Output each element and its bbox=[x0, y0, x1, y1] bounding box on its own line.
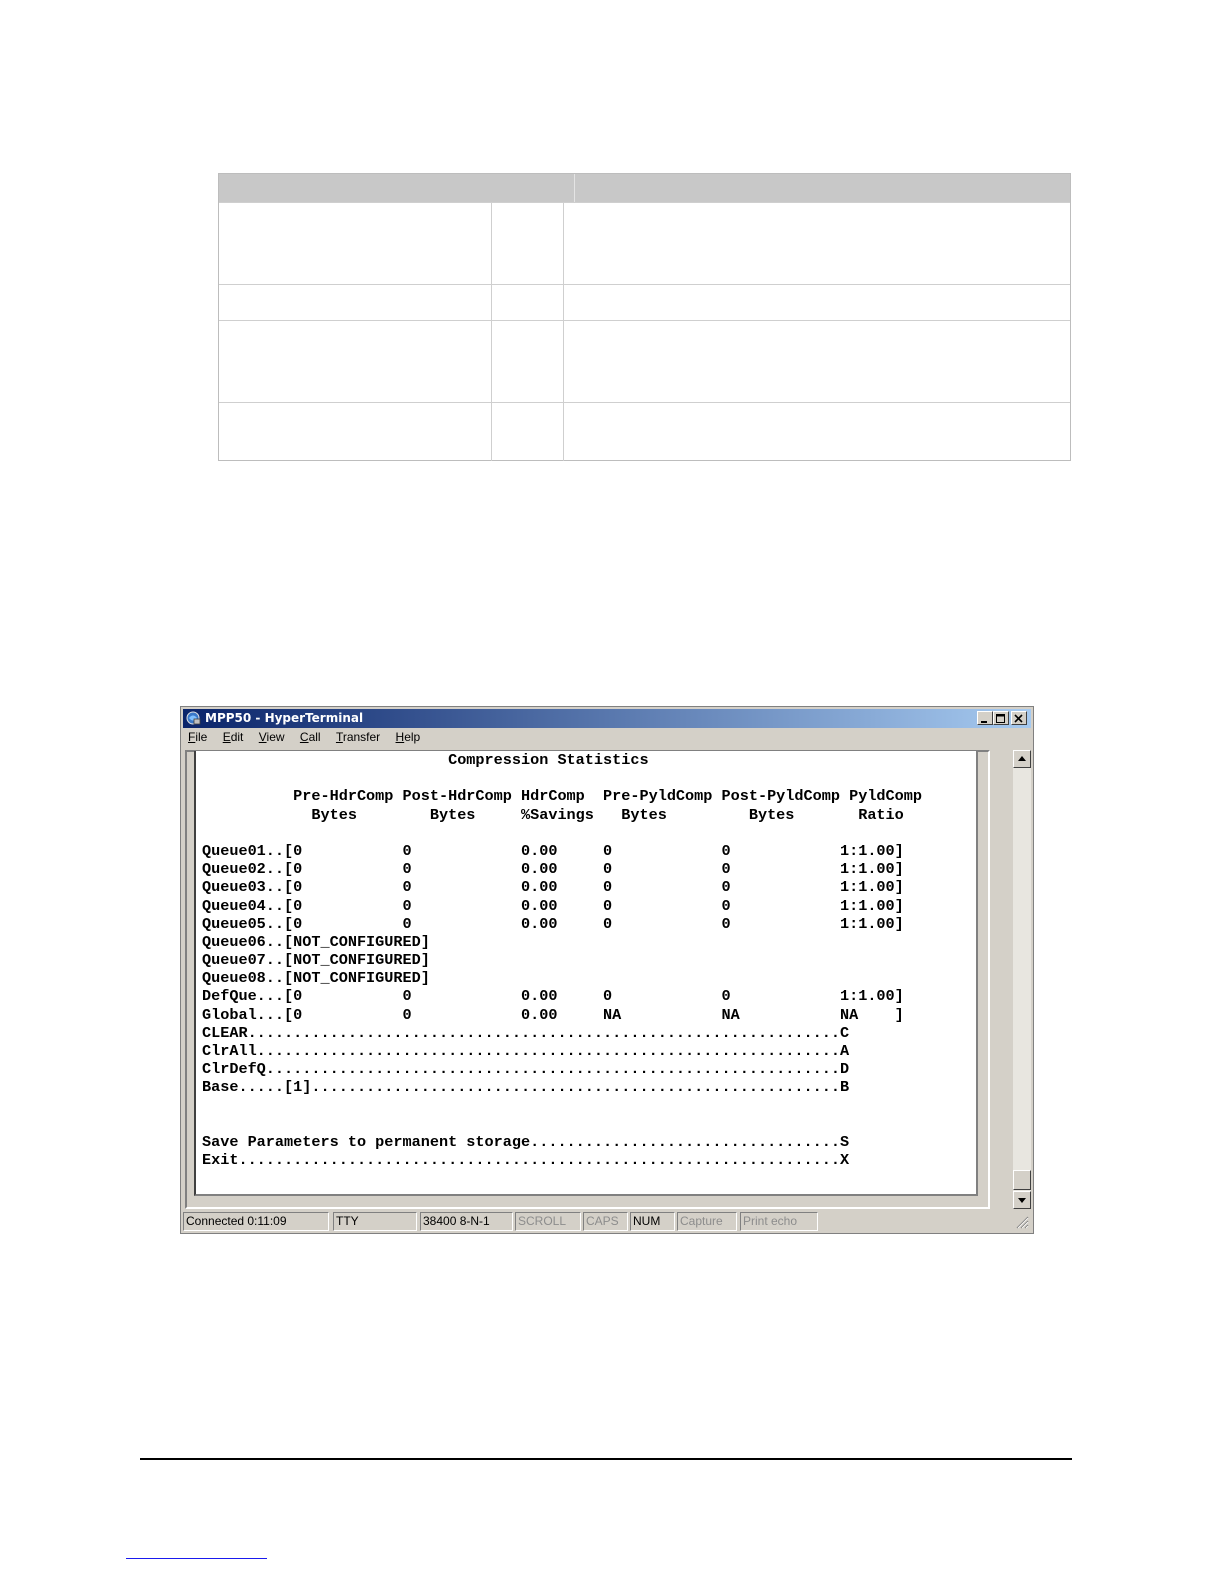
terminal-line: Queue01..[0 0 0.00 0 0 1:1.00] bbox=[202, 841, 904, 860]
table-header-divider bbox=[574, 174, 575, 202]
scroll-down-arrow-icon bbox=[1014, 1192, 1030, 1208]
terminal-line: Bytes Bytes %Savings Bytes Bytes Ratio bbox=[202, 805, 904, 824]
terminal-line: Compression Statistics bbox=[202, 751, 649, 769]
table-column-divider bbox=[563, 202, 564, 461]
terminal-text bbox=[202, 751, 922, 1169]
footer-link-underline bbox=[126, 1558, 267, 1559]
terminal-line: ClrDefQ...............................................................D bbox=[202, 1060, 850, 1079]
footer-rule bbox=[140, 1458, 1072, 1460]
hyperterminal-app-icon bbox=[186, 711, 201, 726]
scroll-up-button[interactable] bbox=[1013, 750, 1031, 768]
terminal-line: Queue07..[NOT_CONFIGURED] bbox=[202, 951, 430, 970]
terminal-line: Queue05..[0 0 0.00 0 0 1:1.00] bbox=[202, 914, 904, 933]
terminal-line: Base.....[1]..........................................................B bbox=[202, 1078, 850, 1097]
terminal-line: Queue04..[0 0 0.00 0 0 1:1.00] bbox=[202, 896, 904, 915]
status-emulation: TTY bbox=[333, 1212, 417, 1231]
table-row bbox=[219, 320, 1070, 402]
document-table bbox=[218, 173, 1071, 461]
menu-call[interactable]: Call bbox=[299, 730, 321, 744]
status-caps: CAPS bbox=[583, 1212, 628, 1231]
status-connected: Connected 0:11:09 bbox=[183, 1212, 329, 1231]
terminal-line: Exit..................................................................X bbox=[202, 1151, 850, 1170]
status-port-settings: 38400 8-N-1 bbox=[420, 1212, 513, 1231]
menu-bar bbox=[183, 730, 427, 748]
close-button[interactable] bbox=[1011, 711, 1027, 725]
status-print-echo: Print echo bbox=[740, 1212, 818, 1231]
resize-grip-icon[interactable] bbox=[1015, 1215, 1029, 1229]
scroll-down-button[interactable] bbox=[1013, 1191, 1031, 1209]
terminal-line: Queue03..[0 0 0.00 0 0 1:1.00] bbox=[202, 878, 904, 897]
table-row bbox=[219, 402, 1070, 461]
status-scroll: SCROLL bbox=[515, 1212, 581, 1231]
menu-file[interactable]: File bbox=[188, 730, 208, 744]
terminal-screen[interactable] bbox=[194, 751, 978, 1196]
terminal-line bbox=[202, 1097, 922, 1115]
maximize-button[interactable] bbox=[993, 711, 1009, 725]
status-num: NUM bbox=[630, 1212, 675, 1231]
terminal-line: Queue02..[0 0 0.00 0 0 1:1.00] bbox=[202, 860, 904, 879]
window-title: MPP50 - HyperTerminal bbox=[205, 711, 364, 725]
terminal-line: Pre-HdrComp Post-HdrComp HdrComp Pre-PyldComp Post-PyldComp PyldComp bbox=[202, 787, 923, 806]
terminal-line: Global...[0 0 0.00 NA NA NA ] bbox=[202, 1005, 904, 1024]
scroll-up-arrow-icon bbox=[1014, 751, 1030, 767]
menu-help[interactable]: Help bbox=[395, 730, 421, 744]
terminal-line: Queue06..[NOT_CONFIGURED] bbox=[202, 932, 430, 951]
title-bar[interactable] bbox=[183, 709, 1031, 728]
terminal-line: ClrAll................................................................A bbox=[202, 1042, 850, 1060]
table-row bbox=[219, 284, 1070, 320]
terminal-line: CLEAR.................................................................C bbox=[202, 1023, 850, 1042]
table-header-row bbox=[219, 174, 1070, 202]
terminal-line bbox=[202, 824, 922, 842]
hyperterminal-window bbox=[180, 706, 1034, 1234]
status-capture: Capture bbox=[677, 1212, 737, 1231]
minimize-button[interactable] bbox=[977, 711, 993, 725]
terminal-line: Queue08..[NOT_CONFIGURED] bbox=[202, 969, 430, 988]
terminal-line bbox=[202, 769, 922, 787]
terminal-line bbox=[202, 1115, 922, 1133]
menu-edit[interactable]: Edit bbox=[222, 730, 244, 744]
table-row bbox=[219, 202, 1070, 284]
table-column-divider bbox=[491, 202, 492, 461]
terminal-line: DefQue...[0 0 0.00 0 0 1:1.00] bbox=[202, 987, 904, 1006]
scroll-thumb[interactable] bbox=[1013, 1170, 1031, 1190]
terminal-line: Save Parameters to permanent storage..................................S bbox=[202, 1132, 850, 1151]
minimize-icon bbox=[978, 713, 992, 725]
close-icon bbox=[1012, 713, 1026, 725]
vertical-scrollbar[interactable] bbox=[1013, 750, 1031, 1209]
maximize-icon bbox=[994, 713, 1008, 725]
menu-view[interactable]: View bbox=[258, 730, 285, 744]
menu-transfer[interactable]: Transfer bbox=[335, 730, 381, 744]
